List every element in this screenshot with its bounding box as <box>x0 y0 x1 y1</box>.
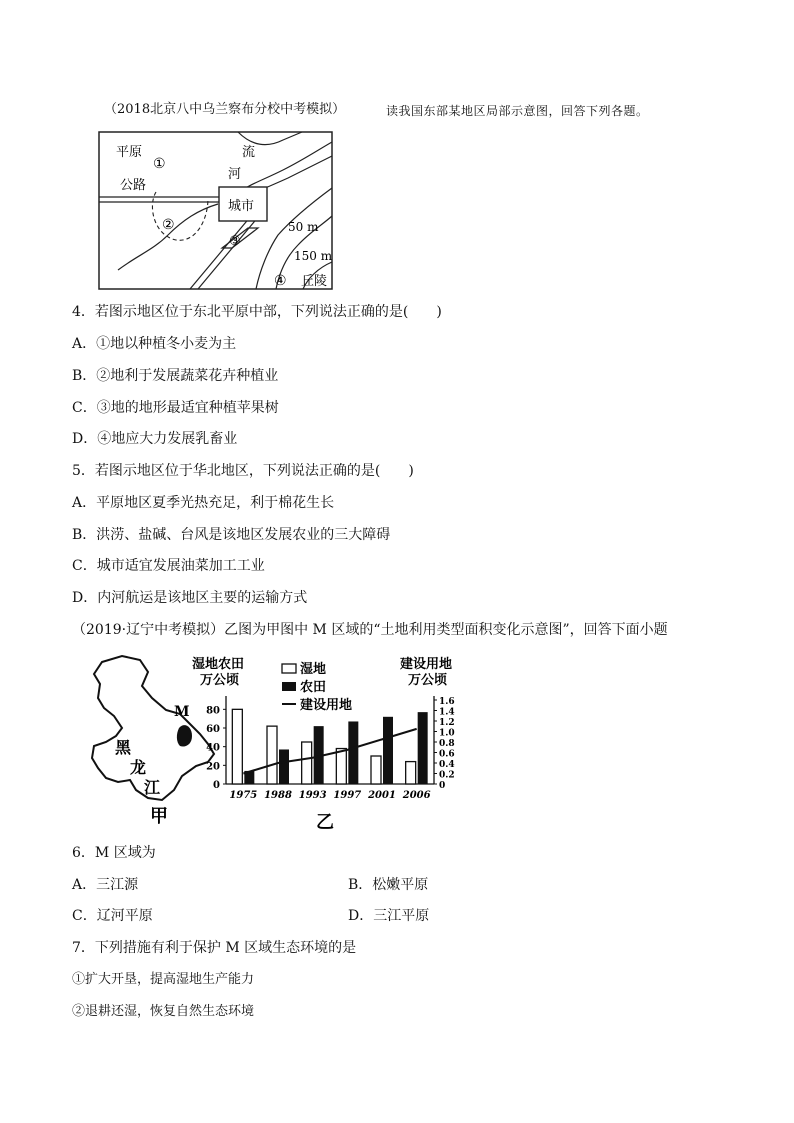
x-tick-label: 1997 <box>333 790 362 801</box>
contour-50m-label: 50 m <box>288 220 319 234</box>
land-use-chart <box>186 652 476 832</box>
x-tick-label: 2006 <box>402 790 431 801</box>
q4-option-a[interactable]: A．①地以种植冬小麦为主 <box>72 336 237 352</box>
road-label: 公路 <box>120 178 147 193</box>
hills-label: 丘陵 <box>301 274 328 289</box>
x-tick-label: 1975 <box>229 790 258 801</box>
q4-option-d[interactable]: D．④地应大力发展乳畜业 <box>72 431 238 447</box>
q5-option-c[interactable]: C．城市适宜发展油菜加工工业 <box>72 558 265 574</box>
x-tick-label: 1988 <box>264 790 292 801</box>
y-right-label-line1: 建设用地 <box>400 657 453 672</box>
question-instruction: 读我国东部某地区局部示意图，回答下列各题。 <box>386 104 649 118</box>
y-right-tick-label: 0.2 <box>439 770 455 781</box>
river-label-1: 流 <box>242 145 256 160</box>
bar-wetland <box>302 742 312 784</box>
m-label: M <box>174 704 190 720</box>
bar-farmland <box>383 717 393 784</box>
regional-sketch-map <box>98 130 334 292</box>
y-left-tick-label: 80 <box>206 705 220 717</box>
y-right-tick-label: 1.2 <box>439 718 455 728</box>
y-right-tick-label: 0 <box>439 781 446 791</box>
map-caption: 甲 <box>150 806 168 827</box>
y-right-tick-label: 0.6 <box>439 749 455 760</box>
legend-label-farmland: 农田 <box>300 680 327 695</box>
q4-option-b[interactable]: B．②地利于发展蔬菜花卉种植业 <box>72 368 279 384</box>
y-right-tick-label: 1.0 <box>439 728 455 739</box>
y-left-tick-label: 0 <box>213 780 220 791</box>
q5-option-b[interactable]: B．洪涝、盐碱、台风是该地区发展农业的三大障碍 <box>72 527 391 543</box>
q7-item-1: ①扩大开垦，提高湿地生产能力 <box>72 972 255 987</box>
bar-wetland <box>406 762 416 784</box>
q6-option-c[interactable]: C．辽河平原 <box>72 908 153 924</box>
chart-caption: 乙 <box>316 812 334 832</box>
q4-option-c[interactable]: C．③地的地形最适宜种植苹果树 <box>72 400 279 416</box>
q6-option-d[interactable]: D．三江平原 <box>348 908 430 924</box>
map-char-hei: 黑 <box>115 738 132 757</box>
legend-swatch-wetland <box>282 664 296 673</box>
q7-stem: 7．下列措施有利于保护 M 区域生态环境的是 <box>72 940 357 956</box>
q5-option-a[interactable]: A．平原地区夏季光热充足，利于棉花生长 <box>72 495 335 511</box>
y-left-label-line2: 万公顷 <box>200 673 240 688</box>
bar-wetland <box>336 749 346 784</box>
y-left-tick-label: 60 <box>206 724 220 735</box>
contour-150m-label: 150 m <box>294 249 333 263</box>
y-right-tick-label: 0.8 <box>439 739 455 749</box>
x-tick-label: 1993 <box>298 790 327 801</box>
area-2-marker: ② <box>162 217 175 233</box>
y-right-tick-label: 1.4 <box>439 707 455 718</box>
map-char-jiang: 江 <box>144 778 161 797</box>
q4-stem: 4．若图示地区位于东北平原中部，下列说法正确的是( ) <box>72 304 442 320</box>
q6-intro: （2019·辽宁中考模拟）乙图为甲图中 M 区域的“土地利用类型面积变化示意图”，回答下面小题 <box>72 622 668 638</box>
y-right-label-line2: 万公顷 <box>408 673 448 688</box>
x-tick-label: 2001 <box>368 790 396 801</box>
bar-farmland <box>348 721 358 784</box>
question-source: （2018北京八中乌兰察布分校中考模拟） <box>104 102 346 117</box>
plain-label: 平原 <box>116 145 143 160</box>
area-4-marker: ④ <box>274 273 287 289</box>
y-right-tick-label: 1.6 <box>439 697 455 707</box>
q6-stem: 6．M 区域为 <box>72 845 156 861</box>
legend-label-wetland: 湿地 <box>300 662 327 677</box>
y-left-label-line1: 湿地农田 <box>192 657 245 672</box>
y-left-tick-label: 20 <box>206 761 220 773</box>
y-left-tick-label: 40 <box>206 742 220 754</box>
q6-option-a[interactable]: A．三江源 <box>72 877 139 893</box>
bar-wetland <box>371 756 381 784</box>
map-char-long: 龙 <box>130 758 147 777</box>
legend-label-construction: 建设用地 <box>300 698 353 713</box>
q5-option-d[interactable]: D．内河航运是该地区主要的运输方式 <box>72 590 308 606</box>
q6-option-b[interactable]: B．松嫩平原 <box>348 877 429 893</box>
bar-farmland <box>418 712 428 784</box>
bar-wetland <box>232 709 242 784</box>
bar-wetland <box>267 726 277 784</box>
bar-farmland <box>279 749 289 784</box>
area-1-marker: ① <box>153 156 166 172</box>
q7-item-2: ②退耕还湿，恢复自然生态环境 <box>72 1004 255 1019</box>
y-right-tick-label: 0.4 <box>439 760 455 770</box>
city-label: 城市 <box>228 199 255 214</box>
area-3-marker: ③ <box>229 234 241 249</box>
q5-stem: 5．若图示地区位于华北地区，下列说法正确的是( ) <box>72 463 414 479</box>
river-label-2: 河 <box>228 167 242 182</box>
legend-swatch-farmland <box>282 682 296 691</box>
